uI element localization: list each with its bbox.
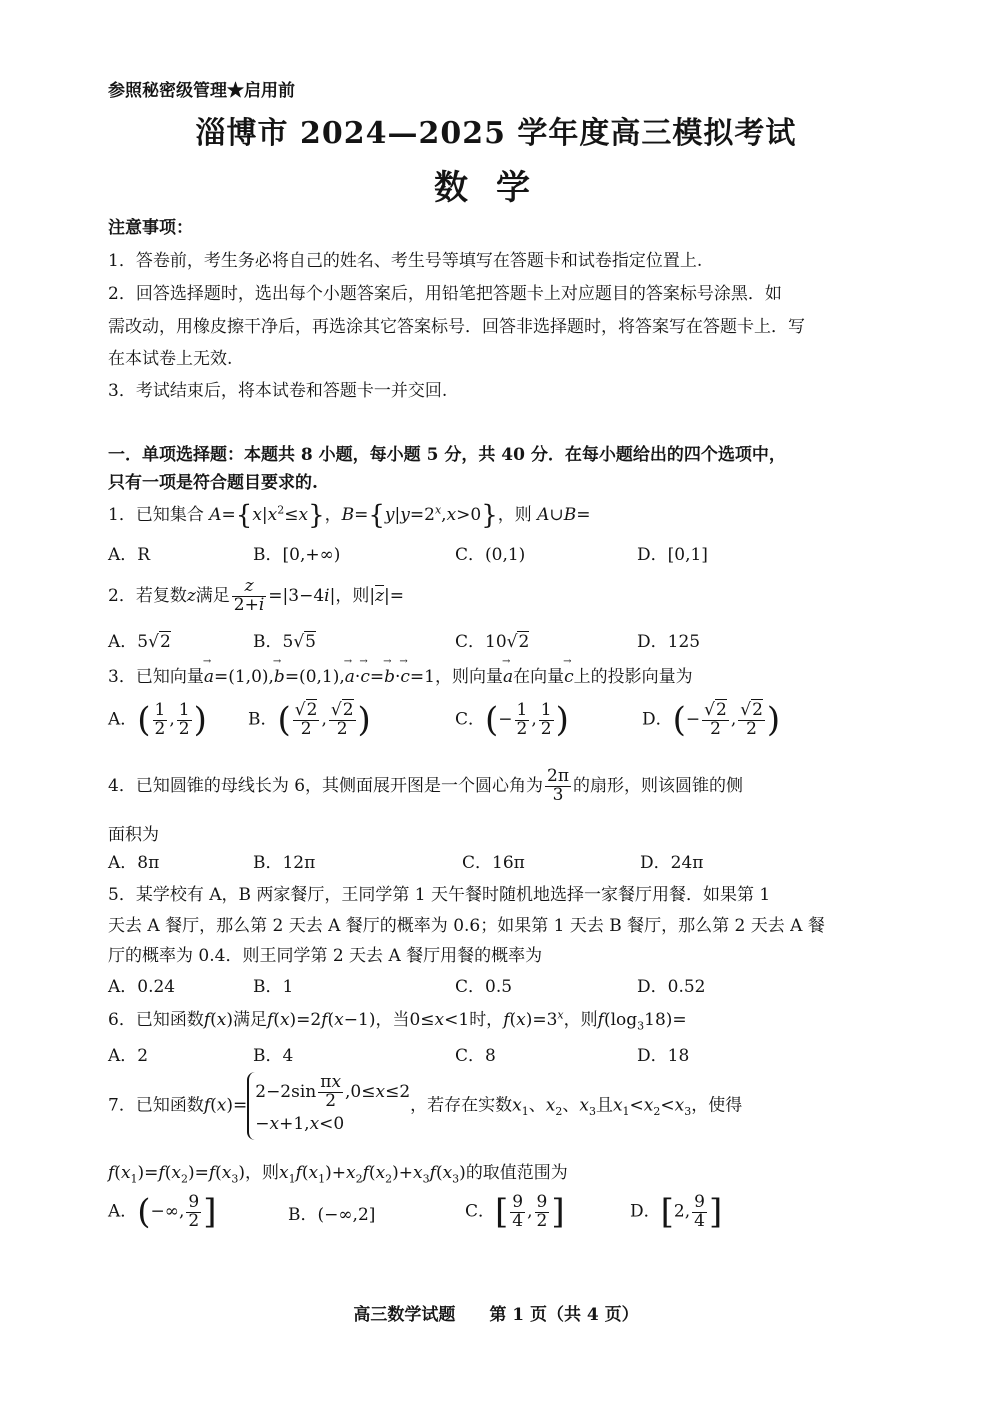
- notes-heading: 注意事项：: [108, 218, 193, 238]
- exam-title: 淄博市 2024—2025 学年度高三模拟考试: [195, 116, 797, 151]
- subject-title: 数学: [434, 168, 558, 208]
- note-line-2: 2．回答选择题时，选出每个小题答案后，用铅笔把答题卡上对应题目的答案标号涂黑．如: [108, 284, 782, 304]
- q5-option-c: C．0.5: [455, 977, 513, 997]
- question-2: 2．若复数z满足 $\frac{z}{2+i}$ =|3−4i|，则$|\overline{z}|=$: [108, 576, 405, 615]
- q7-option-b: B．(−∞,2]: [288, 1205, 376, 1225]
- question-7: 7．已知函数f(x)= 2−2sin $\frac{\pi x}{2}$ ,0≤x≤2 −x+1,x<0 ，若存在实数$x_1$、$x_2$、$x_3$且$x_1<x_2<x_3$，使得: [108, 1072, 742, 1140]
- page-footer: 高三数学试题 第 1 页（共 4 页）: [353, 1305, 639, 1325]
- q6-option-a: A．2: [108, 1046, 149, 1066]
- q5-option-b: B．1: [253, 977, 294, 997]
- q2-option-c: C．10√2: [455, 632, 530, 652]
- q1-option-b: B．[0,+∞): [253, 545, 341, 565]
- q6-option-d: D．18: [637, 1046, 690, 1066]
- q4-option-d: D．24π: [640, 853, 704, 873]
- q3-option-c: C．(− $\frac{1}{2}$ , $\frac{1}{2}$ ): [455, 699, 569, 740]
- q4-option-c: C．16π: [462, 853, 525, 873]
- note-line-4: 在本试卷上无效.: [108, 349, 233, 369]
- q2-option-d: D．125: [637, 632, 701, 652]
- q7-option-a: A．(−∞, $\frac{9}{2}$ ]: [108, 1191, 217, 1232]
- q3-option-b: B．( $\frac{√2}{2}$ , $\frac{√2}{2}$ ): [248, 699, 371, 740]
- question-4: 4．已知圆锥的母线长为 6，其侧面展开图是一个圆心角为 $\frac{2\pi}{3}$ 的扇形，则该圆锥的侧: [108, 766, 744, 805]
- piecewise-function: 2−2sin $\frac{\pi x}{2}$ ,0≤x≤2 −x+1,x<0: [247, 1072, 410, 1140]
- q2-option-b: B．5√5: [253, 632, 316, 652]
- question-5-line-1: 5．某学校有 A，B 两家餐厅，王同学第 1 天午餐时随机地选择一家餐厅用餐．如果第 1: [108, 885, 771, 905]
- secret-label: 参照秘密级管理★启用前: [108, 81, 295, 101]
- q1-option-c: C．(0,1): [455, 545, 526, 565]
- q7-option-c: C．[ $\frac{9}{4}$ , $\frac{9}{2}$ ]: [465, 1191, 565, 1232]
- q2-option-a: A．5√2: [108, 632, 171, 652]
- question-3: 3．已知向量→ a=(1,0),→ b=(0,1),→ a·→ c=→ b·→ c=1，则向量→ a在向量→ c上的投影向量为: [108, 662, 693, 687]
- q7-option-d: D．[2, $\frac{9}{4}$ ]: [630, 1191, 723, 1232]
- note-line-3: 需改动，用橡皮擦干净后，再选涂其它答案标号．回答非选择题时，将答案写在答题卡上．写: [108, 317, 805, 337]
- q6-option-c: C．8: [455, 1046, 496, 1066]
- question-5-line-2: 天去 A 餐厅，那么第 2 天去 A 餐厅的概率为 0.6；如果第 1 天去 B 餐厅，那么第 2 天去 A 餐: [108, 916, 825, 936]
- q6-option-b: B．4: [253, 1046, 294, 1066]
- question-5-line-3: 厅的概率为 0.4．则王同学第 2 天去 A 餐厅用餐的概率为: [108, 946, 543, 966]
- math-set-b: $B=\{y|y=2^x,x>0\}$: [341, 500, 498, 531]
- math-union: A∪B=: [537, 505, 591, 525]
- q4-option-a: A．8π: [108, 853, 160, 873]
- q5-option-d: D．0.52: [637, 977, 706, 997]
- question-4-cont: 面积为: [108, 825, 159, 845]
- q1-option-a: A．R: [108, 545, 151, 565]
- question-1: 1．已知集合 $A=\{x|x^2\le x\}$，$B=\{y|y=2^x,x>0\}$，则 A∪B=: [108, 500, 591, 531]
- q1-option-d: D．[0,1]: [637, 545, 708, 565]
- q3-option-a: A．( $\frac{1}{2}$ , $\frac{1}{2}$ ): [108, 699, 207, 740]
- math-frac-angle: $\frac{2\pi}{3}$: [547, 766, 570, 805]
- math-set-a: $A=\{x|x^2\le x\}$: [209, 500, 325, 531]
- note-line-5: 3．考试结束后，将本试卷和答题卡一并交回.: [108, 381, 448, 401]
- q4-option-b: B．12π: [253, 853, 316, 873]
- math-frac-z: $\frac{z}{2+i}$: [233, 576, 265, 615]
- q5-option-a: A．0.24: [108, 977, 176, 997]
- question-7-cont: $f(x_1)=f(x_2)=f(x_3)$，则$x_1f(x_1)+x_2f(x_2)+x_3f(x_3)$的取值范围为: [108, 1163, 568, 1186]
- section-heading-2: 只有一项是符合题目要求的.: [108, 473, 318, 493]
- section-heading-1: 一．单项选择题：本题共 8 小题，每小题 5 分，共 40 分．在每小题给出的四个选项中，: [108, 445, 786, 465]
- note-line-1: 1．答卷前，考生务必将自己的姓名、考生号等填写在答题卡和试卷指定位置上.: [108, 251, 703, 271]
- question-6: 6．已知函数f(x)满足f(x)=2f(x−1)，当0≤x<1时，$f(x)=3^x$，则$f(\log_318)=$: [108, 1008, 687, 1033]
- q3-option-d: D．(− $\frac{√2}{2}$ , $\frac{√2}{2}$ ): [642, 699, 781, 740]
